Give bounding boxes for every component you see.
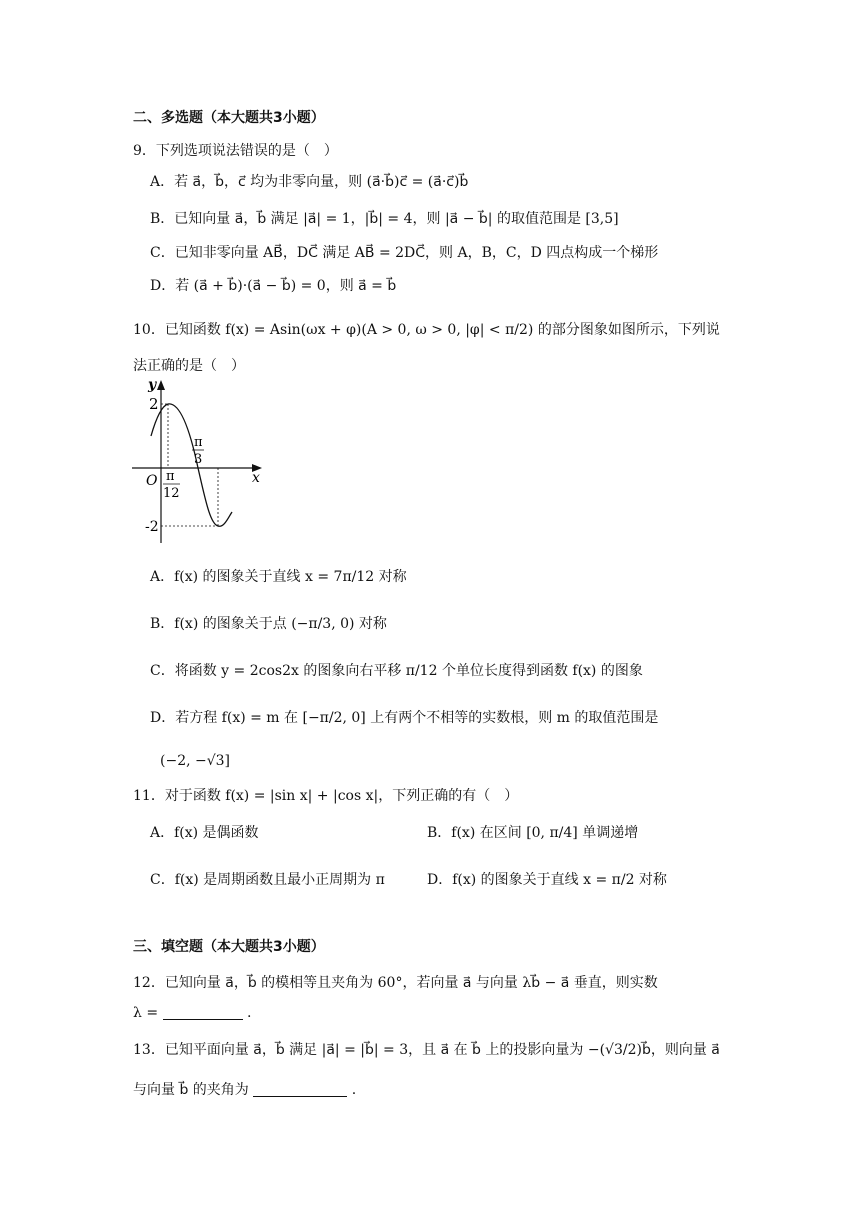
y-axis-label: y [148,378,157,393]
y-axis-arrow-icon [157,380,165,390]
q9-option-a: A．若 a⃗，b⃗，c⃗ 均为非零向量，则 (a⃗·b⃗)c⃗ = (a⃗·c⃗)b⃗ [150,174,469,190]
q13-answer-blank[interactable] [253,1080,347,1097]
q10-graph-svg [128,378,268,548]
q11-option-a: A．f(x) 是偶函数 [150,825,259,841]
sine-curve [151,404,232,526]
tick2-numerator: π [194,435,203,450]
q11-option-d: D．f(x) 的图象关于直线 x = π/2 对称 [427,872,667,888]
q10-function-graph [128,378,268,548]
q11-option-c: C．f(x) 是周期函数且最小正周期为 π [150,872,385,888]
section-fill-blank-heading: 三、填空题（本大题共3小题） [133,939,325,955]
q12-prefix: λ = [133,1005,159,1021]
q12-suffix: . [246,1005,252,1021]
q12-line1: 12．已知向量 a⃗，b⃗ 的模相等且夹角为 60°，若向量 a⃗ 与向量 λb⃗ − a⃗ 垂直，则实数 [133,975,658,991]
q13-prefix: 与向量 b⃗ 的夹角为 [133,1082,249,1098]
x-axis-label: x [252,470,260,486]
origin-label: O [146,473,158,489]
q10-option-d-line2: (−2, −√3] [160,753,231,769]
q10-option-c: C．将函数 y = 2cos2x 的图象向右平移 π/12 个单位长度得到函数 f(x) 的图象 [150,663,643,679]
q9-option-b: B．已知向量 a⃗，b⃗ 满足 |a⃗| = 1，|b⃗| = 4，则 |a⃗ − b⃗| 的取值范围是 [3,5] [150,211,619,227]
q11-option-b: B．f(x) 在区间 [0, π/4] 单调递增 [427,825,639,841]
q10-option-b: B．f(x) 的图象关于点 (−π/3, 0) 对称 [150,616,387,632]
y-min-label: -2 [145,519,159,535]
section-multi-choice-heading: 二、多选题（本大题共3小题） [133,110,325,126]
q11-stem: 11．对于函数 f(x) = |sin x| + |cos x|，下列正确的有（ ） [133,788,519,804]
q10-option-a: A．f(x) 的图象关于直线 x = 7π/12 对称 [150,569,407,585]
y-max-label: 2 [149,395,159,413]
q13-line1: 13．已知平面向量 a⃗，b⃗ 满足 |a⃗| = |b⃗| = 3，且 a⃗ 在 b⃗ 上的投影向量为 −(√3/2)b⃗，则向量 a⃗ [133,1042,720,1058]
q12-answer-blank[interactable] [163,1003,243,1020]
q10-stem-line2: 法正确的是（ ） [133,358,245,374]
q13-suffix: . [351,1082,357,1098]
q13-line2 [133,1080,356,1100]
q9-option-c: C．已知非零向量 AB⃗，DC⃗ 满足 AB⃗ = 2DC⃗，则 A，B，C，D 四点构成一个梯形 [150,245,659,261]
q10-option-d-line1: D．若方程 f(x) = m 在 [−π/2, 0] 上有两个不相等的实数根，则 m 的取值范围是 [150,710,659,726]
q9-stem: 9．下列选项说法错误的是（ ） [133,143,338,159]
q9-option-d: D．若 (a⃗ + b⃗)·(a⃗ − b⃗) = 0，则 a⃗ = b⃗ [150,278,397,294]
tick1-numerator: π [166,469,175,484]
tick2-denominator: 3 [194,452,203,467]
q12-line2 [133,1003,251,1023]
q10-stem-line1: 10．已知函数 f(x) = Asin(ωx + φ)(A > 0, ω > 0, |φ| < π/2) 的部分图象如图所示，下列说 [133,322,720,338]
tick1-denominator: 12 [163,486,180,501]
